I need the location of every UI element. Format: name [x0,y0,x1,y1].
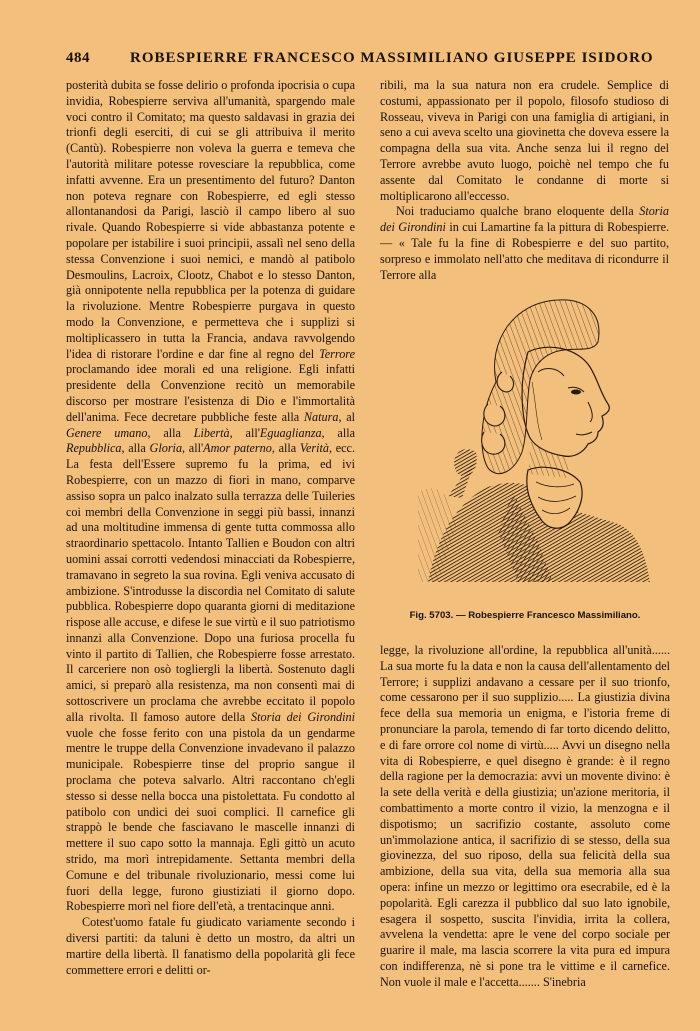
text-run: , all' [182,441,204,456]
page-header [66,50,654,72]
portrait-engraving [418,292,650,582]
text-run: , alla [121,441,146,456]
text-run: , alla [147,425,181,440]
text-run: vuole che fosse ferito con una pistola da un gendarme mentre le truppe della Convenzione invadevano il palazzo municipale. Robespierre tinse del proprio sangue il proclama che poteva salvarlo. Altri raccontano ch'egli stesso si desse nella bocca una pistolettata. Fu condotto al patibolo con undici dei suoi complici. Il carnefice gli strappò le bende che fasciavano le mascelle innanzi di mettere il suo capo sotto la mannaja. Egli gittò un acuto strido, ma morì intrepidamente. Settanta membri della Comune e del tribunale rivoluzionario, messi come lui fuori della legge, furono giustiziati il giorno dopo. Robespierre morì nel fiore dell'età, a trentacinque anni. [66,725,355,914]
right-paragraph-1: ribili, ma la sua natura non era crudele. Semplice di costumi, appassionato per il popolo, filosofo studioso di Rosseau, viveva in Parigi con una famiglia di artigiani, in seno a cui aveva scelto una giovinetta che doveva essere la compagna della sua vita. Anche senza lui il regno del Terrore avrebbe avuto luogo, poichè nel tempo che fu assente dal Comitato le condanne di morte si moltiplicarono all'eccesso. [380,78,669,203]
right-paragraph-3: legge, la rivoluzione all'ordine, la repubblica all'unità...... La sua morte fu la data e non la causa dell'allentamento del Terrore; i supplizi andavano a cessare per il suo trionfo, come cessarono per il suo supplizio..... La giustizia divina fece della sua memoria un enigma, e l'istoria freme di pronunciare la parola, temendo di far torto dicendo delitto, e di fare orrore col nome di virtù..... Avvi un disegno nella vita di Robespierre, e quel disegno è grande: è il regno della ragione per la democrazia: avvi un movente divino: è la sete della verità e della giustizia; un'azione meritoria, il combattimento a morte contro il vizio, la menzogna e il dispotismo; un sacrifizio costante, assoluto come un'immolazione antica, il sacrifizio di se stesso, della sua giovinezza, del suo riposo, della sua felicità della sua ambizione, della sua vita, della sua memoria alla sua opera: infine un mezzo or legittimo ora esecrabile, ed è la popolarità. Egli carezza il pubblico dal suo lato ignobile, esagera il sospetto, suscita l'invidia, irrita la collera, avvelena la vendetta: apre le vene del corpo sociale per guarire il male, ma lascia scorrere la vita pura ed impura con indifferenza, nè si pone tra le vittime e il carnefice. Non vuole il male e l'accetta....... S'inebria [380,643,670,989]
italic-term: Terrore [319,346,355,361]
right-column-bottom [380,643,670,991]
italic-term: Amor paterno [203,441,272,456]
italic-term: Storia dei Girondini [251,709,356,724]
page-number: 484 [66,50,90,66]
running-title: ROBESPIERRE FRANCESCO MASSIMILIANO GIUSEPPE ISIDORO [130,50,654,66]
text-run: , al [338,409,356,424]
text-run: proclamando idee morali ed una religione. Egli infatti presidente della Convenzione recitò un memorabile discorso per mostrare l'esistenza di Dio e l'immortalità dell'anima. Fece decretare pubbliche feste alla [66,362,355,424]
left-column [66,78,355,978]
left-paragraph-1 [66,78,355,915]
text-run: Noi traduciamo qualche brano eloquente della [396,204,634,219]
text-run: in cui Lamartine fa la pittura di Robespierre. — « Tale fu la fine di Robespierre e del suo partito, sorpreso e immolato nell'atto che meditava di ricondurre il Terrore alla [380,220,670,282]
right-paragraph-2 [380,204,669,283]
text-run: posterità dubita se fosse delirio o profonda ipocrisia o cupa invidia, Robespierre serviva all'umanità, spargendo male voci contro il Comitato; ma questo saldavasi in grazia dei trionfi degli eserciti, di cui se gli attribuiva il merito (Cantù). Robespierre non voleva la guerra e temeva che l'autorità militare potesse rovesciare la repubblica, come infatti avvenne. Era un presentimento del futuro? Danton non poteva regnare con Robespierre, ed egli stesso allontanandosi da Parigi, lasciò il campo libero al suo rivale. Quando Robespierre si vide abbastanza potente e popolare per istabilire i suoi principii, assalì nel seno della stessa Convenzione i suoi nemici, e mandò al patibolo Desmoulins, Lacroix, Clootz, Chabot e lo stesso Danton, già onnipotente nella repubblica per la potenza di guidare la rivoluzione. Mentre Robespierre purgava in questo modo la Convenzione, e permetteva che i supplizi si moltiplicassero in tutta la Francia, andava ravvolgendo l'idea di ristorare l'ordine e dar fine al regno del [66,78,355,361]
italic-term: Gloria [149,441,183,456]
figure-caption: Fig. 5703. — Robespierre Francesco Massimiliano. [409,610,641,621]
text-run: , ecc. La festa dell'Essere supremo fu la prima, ed ivi Robespierre, con un mazzo di fiori in mano, comparve assiso sopra un palco inalzato sulla terrazza delle Tuileries coi membri della Convenzione in seggi più bassi, innanzi ad una moltitudine immensa di gente tutta commossa allo straordinario spettacolo. Intanto Tallien e Boudon con altri uomini assai corrotti vedendosi minacciati da Robespierre, tramavano in segreto la sua rovina. Egli veniva accusato di ambizione. S'introdusse la discordia nel Comitato di salute pubblica. Robespierre dopo quaranta giorni di meditazione rispose alle accuse, e difese le sue virtù e il suo patriotismo innanzi alla Convenzione. Dopo una furiosa procella fu vinto il partito di Tallien, che Robespierre fosse arrestato. Il carceriere non osò togliergli la libertà. Sostenuto dagli amici, si preparò alla resistenza, ma non consentì mai di sottoscrivere un proclama che avrebbe eccitato il popolo alla rivolta. Il famoso autore della [66,441,356,724]
italic-term: Natura [303,409,339,424]
italic-term: Storia dei Girondini [380,204,670,235]
figure [380,292,670,627]
italic-term: Verità [299,441,329,456]
left-paragraph-2: Cotest'uomo fatale fu giudicato variamente secondo i diversi partiti: da taluni è detto un mostro, da altri un martire della libertà. Il fanatismo della popolarità gli fece commettere errori e delitti or- [66,915,355,977]
text-run: , all' [229,425,260,440]
text-run: , alla [321,425,356,440]
text-run: , alla [271,441,297,456]
italic-term: Repubblica [66,441,122,456]
right-column-top [380,78,669,283]
italic-term: Libertà [193,425,230,440]
italic-term: Genere umano [66,425,148,440]
italic-term: Eguaglianza [259,425,322,440]
